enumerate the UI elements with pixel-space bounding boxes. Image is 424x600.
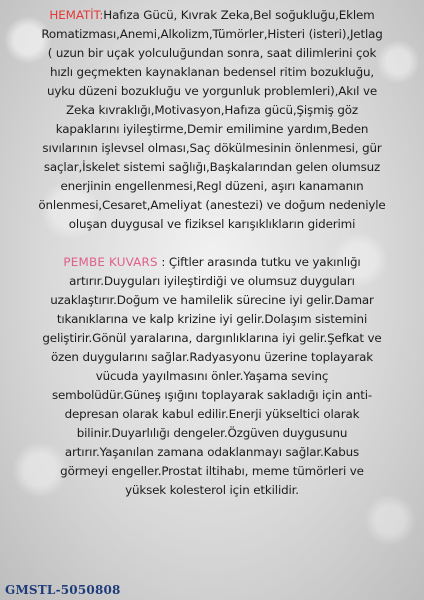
- pembe-line-2: artırır.Duyguları iyileştirdiği ve olumsuz duyguları: [69, 274, 355, 288]
- pembe-kuvars-keyword: PEMBE KUVARS: [63, 255, 158, 269]
- pembe-line-8: sembolüdür.Güneş ışığını toplayarak sakladığı için anti-: [51, 388, 373, 402]
- hematit-line-7: kapaklarını iyileştirme,Demir emilimine yardım,Beden: [55, 122, 369, 136]
- pembe-line-4: tıkanıklarına ve kalp krizine iyi gelir.Dolaşım sistemini: [56, 312, 368, 326]
- hematit-line-5: uyku düzeni bozukluğu ve yorgunluk problemleri),Akıl ve: [46, 84, 378, 98]
- hematit-line-2: Romatizması,Anemi,Alkolizm,Tümörler,Histeri (isteri),Jetlag: [41, 27, 383, 41]
- description-card: [10, 6, 414, 500]
- hematit-line-12: oluşan duygusal ve fiziksel karışıklıkların giderimi: [68, 217, 356, 231]
- hematit-line-8: sıvılarının işlevsel olması,Saç dökülmesinin önlenmesi, gür: [42, 141, 382, 155]
- hematit-line-3: ( uzun bir uçak yolculuğundan sonra, saat dilimlerini çok: [47, 46, 377, 60]
- pembe-line-9: depresan olarak kabul edilir.Enerji yükseltici olarak: [64, 407, 360, 421]
- pembe-line-6: özen duygularını sağlar.Radyasyonu üzerine toplayarak: [51, 350, 373, 364]
- pembe-line-5: geliştirir.Gönül yaralarına, dargınlıklarına iyi gelir.Şefkat ve: [42, 331, 382, 345]
- hematit-line-11: önlenmesi,Cesaret,Ameliyat (anestezi) ve doğum nedeniyle: [38, 198, 386, 212]
- hematit-keyword: HEMATİT:: [49, 8, 104, 22]
- hematit-paragraph: [10, 6, 414, 234]
- hematit-line-10: enerjinin engellenmesi,Regl düzeni, aşırı kanamanın: [60, 179, 364, 193]
- pembe-line-10: bilinir.Duyarlılığı dengeler.Özgüven duygusunu: [76, 426, 348, 440]
- pembe-line-12: görmeyi engeller.Prostat iltihabı, meme tümörleri ve: [60, 464, 364, 478]
- pembe-line-13: yüksek kolesterol için etkilidir.: [125, 483, 299, 497]
- pembe-line-1: PEMBE KUVARS : Çiftler arasında tutku ve yakınlığı: [63, 255, 361, 269]
- product-code: GMSTL-5050808: [5, 583, 121, 597]
- hematit-line-1: HEMATİT:Hafıza Gücü, Kıvrak Zeka,Bel soğukluğu,Eklem: [49, 8, 375, 22]
- hematit-line-4: hızlı geçmekten kaynaklanan bedensel ritim bozukluğu,: [49, 65, 374, 79]
- pembe-kuvars-paragraph: [10, 253, 414, 500]
- pembe-line-7: vücuda yayılmasını önler.Yaşama sevinç: [95, 369, 329, 383]
- pembe-line-11: artırır.Yaşanılan zamana odaklanmayı sağlar.Kabus: [64, 445, 360, 459]
- pembe-line-3: uzaklaştırır.Doğum ve hamilelik sürecine iyi gelir.Damar: [50, 293, 374, 307]
- hematit-line-9: saçlar,İskelet sistemi sağlığı,Başkalarından gelen olumsuz: [43, 160, 381, 174]
- hematit-line-6: Zeka kıvraklığı,Motivasyon,Hafıza gücü,Şişmiş göz: [66, 103, 358, 117]
